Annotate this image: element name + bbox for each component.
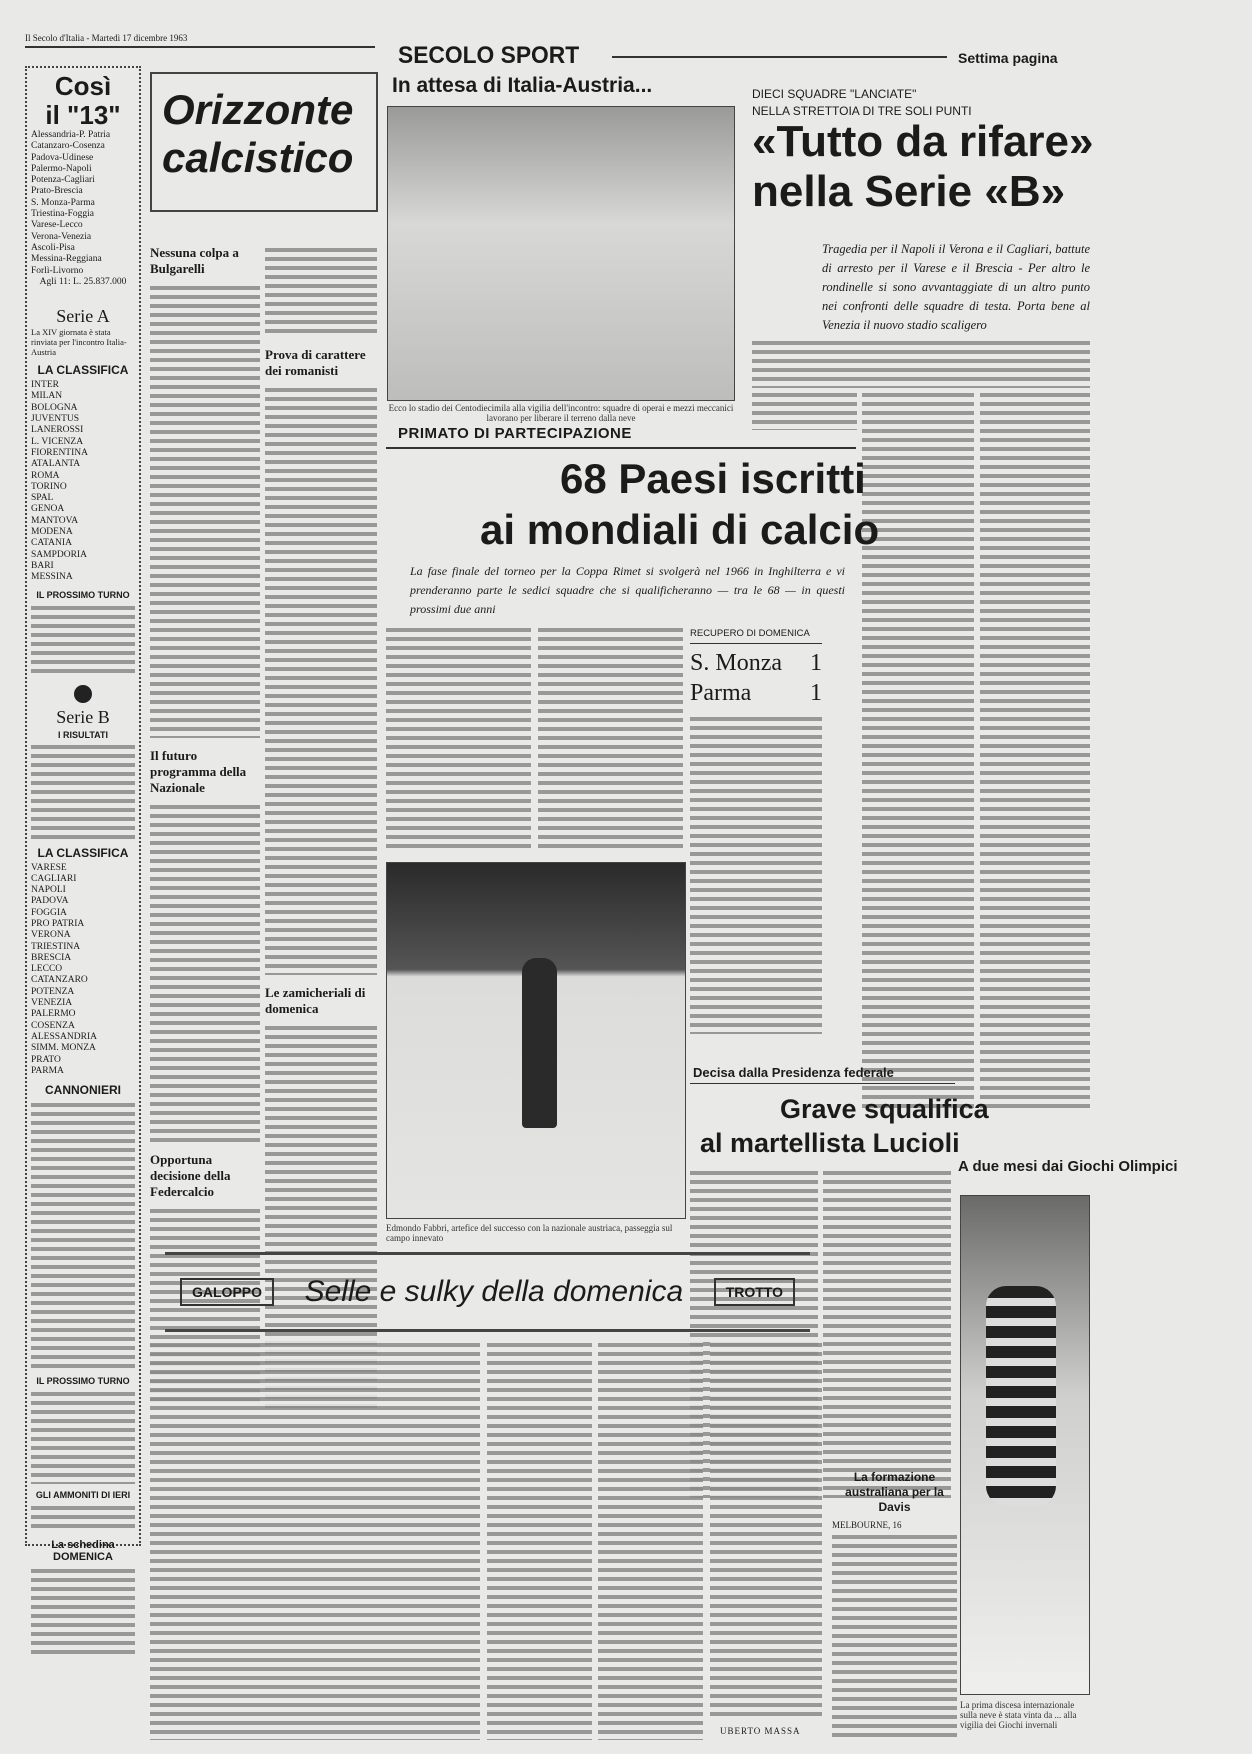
cannonieri-text xyxy=(31,1100,135,1370)
fabbri-photo xyxy=(386,862,686,1219)
squalifica-headline: Grave squalifica xyxy=(780,1094,989,1124)
list-item: MODENA xyxy=(31,527,73,538)
subhead: Le zamicheriali di domenica xyxy=(265,985,366,1016)
mondiali-kicker-box xyxy=(386,421,856,449)
list-item: MILAN xyxy=(31,391,63,402)
squalifica-kicker: Decisa dalla Presidenza federale xyxy=(693,1065,894,1080)
list-item: MESSINA xyxy=(31,572,73,583)
list-item: FOGGIA xyxy=(31,907,67,918)
team-score: 1 xyxy=(810,650,822,676)
photo-caption: La prima discesa internazionale sulla neve è stata vinta da ... alla vigilia dei Giochi invernali xyxy=(960,1700,1077,1730)
list-item: VERONA xyxy=(31,930,71,941)
mondiali-headline: 68 Paesi iscritti xyxy=(560,455,866,502)
serie-a-title: Serie A xyxy=(56,306,110,327)
list-item: PRO PATRIA xyxy=(31,918,85,929)
left-title: Così xyxy=(54,71,112,101)
list-item: Catanzaro-Cosenza xyxy=(31,141,105,152)
serie-b-headline: «Tutto da rifare» xyxy=(752,117,1094,166)
schedina-domenica-title: La schedina DOMENICA xyxy=(51,1539,115,1564)
list-item: Verona-Venezia xyxy=(31,231,92,242)
list-item: COSENZA xyxy=(31,1020,75,1031)
photo-caption: Edmondo Fabbri, artefice del successo con la nazionale austriaca, passeggia sul campo innevato xyxy=(386,1223,673,1243)
list-item: LECCO xyxy=(31,964,63,975)
list-item: VARESE xyxy=(31,862,67,873)
body-text xyxy=(538,625,683,850)
ippica-banner xyxy=(165,1252,810,1332)
serie-a-note: La XIV giornata è stata rinviata per l'incontro Italia-Austria xyxy=(31,327,127,358)
list-item: JUVENTUS xyxy=(31,414,80,425)
classifica-a-title: LA CLASSIFICA xyxy=(37,363,129,378)
list-item: SAMPDORIA xyxy=(31,549,87,560)
header-rule xyxy=(25,46,375,48)
list-item: BARI xyxy=(31,560,54,571)
ammoniti-text xyxy=(31,1503,135,1533)
list-item: ALESSANDRIA xyxy=(31,1031,97,1042)
prossimo-turno-b-text xyxy=(31,1389,135,1484)
dateline: Il Secolo d'Italia - Martedì 17 dicembre 1963 xyxy=(25,33,188,43)
body-text xyxy=(598,1340,703,1740)
list-item: Palermo-Napoli xyxy=(31,163,92,174)
squalifica-headline-2: al martellista Lucioli xyxy=(700,1128,960,1158)
team-name: S. Monza xyxy=(690,650,782,676)
list-item: ROMA xyxy=(31,470,60,481)
list-item: BRESCIA xyxy=(31,952,72,963)
recupero-kicker: RECUPERO DI DOMENICA xyxy=(690,628,822,644)
prossimo-turno-title: IL PROSSIMO TURNO xyxy=(36,589,130,600)
list-item: NAPOLI xyxy=(31,885,66,896)
list-item: CATANIA xyxy=(31,538,72,549)
kicker-line: DIECI SQUADRE "LANCIATE" xyxy=(752,87,917,101)
kicker-line: NELLA STRETTOIA DI TRE SOLI PUNTI xyxy=(752,104,972,118)
body-text xyxy=(265,245,377,335)
squalifica-kicker-box xyxy=(690,1062,955,1084)
list-item: Forlì-Livorno xyxy=(31,265,84,276)
list-item: ATALANTA xyxy=(31,459,81,470)
schedina-list xyxy=(31,130,135,288)
left-column xyxy=(25,66,141,1564)
subhead: Il futuro programma della Nazionale xyxy=(150,748,247,795)
mondiali-kicker: PRIMATO DI PARTECIPAZIONE xyxy=(398,425,632,442)
list-item: SPAL xyxy=(31,493,54,504)
left-title-2: il "13" xyxy=(45,100,121,130)
orizzonte-col-b xyxy=(265,245,377,1413)
list-item: CAGLIARI xyxy=(31,873,77,884)
olimpici-headline: A due mesi dai Giochi Olimpici xyxy=(958,1158,1178,1175)
list-item: L. VICENZA xyxy=(31,436,84,447)
list-item: PALERMO xyxy=(31,1009,76,1020)
list-item: TORINO xyxy=(31,481,67,492)
body-text xyxy=(752,338,1090,388)
classifica-b-list xyxy=(31,863,135,1078)
skier-figure xyxy=(986,1286,1056,1506)
serie-b-kicker xyxy=(752,86,972,120)
list-item: Varese-Lecco xyxy=(31,220,83,231)
subhead: Opportuna decisione della Federcalcio xyxy=(150,1152,231,1199)
orizzonte-title-2: calcistico xyxy=(162,134,354,181)
list-item: Potenza-Cagliari xyxy=(31,175,95,186)
list-item: Prato-Brescia xyxy=(31,186,83,197)
list-item: PARMA xyxy=(31,1065,64,1076)
davis-headline: La formazione australiana per la Davis xyxy=(845,1470,944,1514)
orizzonte-col-a xyxy=(150,245,260,1406)
prossimo-turno-text xyxy=(31,603,135,675)
ball-icon xyxy=(74,685,92,703)
davis-dateline: MELBOURNE, 16 xyxy=(832,1520,902,1530)
list-item: Messina-Reggiana xyxy=(31,254,102,265)
prossimo-turno-b-title: IL PROSSIMO TURNO xyxy=(36,1376,130,1387)
body-text xyxy=(823,1168,951,1498)
list-item: TRIESTINA xyxy=(31,941,81,952)
body-text xyxy=(150,1340,480,1740)
body-text xyxy=(265,385,377,975)
body-text xyxy=(710,1340,822,1720)
skier-photo xyxy=(960,1195,1090,1695)
schedina-domenica-text xyxy=(31,1566,135,1656)
list-item: BOLOGNA xyxy=(31,402,78,413)
header-rule-right xyxy=(612,56,947,58)
serie-b-title: Serie B xyxy=(56,706,110,727)
serie-b-headline-2: nella Serie «B» xyxy=(752,167,1066,216)
mondiali-headline-2: ai mondiali di calcio xyxy=(480,506,880,553)
body-text xyxy=(150,283,260,738)
list-item: INTER xyxy=(31,380,59,391)
body-text xyxy=(487,1340,592,1740)
body-text xyxy=(150,802,260,1142)
ammoniti-title: GLI AMMONITI DI IERI xyxy=(35,1490,131,1501)
section-title: SECOLO SPORT xyxy=(398,42,580,69)
trotto-label: TROTTO xyxy=(714,1278,795,1306)
body-text xyxy=(386,625,531,850)
body-text xyxy=(832,1532,957,1742)
team-name: Parma xyxy=(690,680,752,706)
list-item: Triestina-Foggia xyxy=(31,209,94,220)
list-item: POTENZA xyxy=(31,986,75,997)
galoppo-label: GALOPPO xyxy=(180,1278,274,1306)
classifica-a-list xyxy=(31,380,135,583)
list-item: Padova-Udinese xyxy=(31,152,94,163)
person-figure xyxy=(522,958,557,1128)
body-text xyxy=(980,390,1090,1110)
list-item: CATANZARO xyxy=(31,975,88,986)
classifica-b-title: LA CLASSIFICA xyxy=(37,845,129,860)
risultati-text xyxy=(31,742,135,840)
mondiali-deck: La fase finale del torneo per la Coppa Rimet si svolgerà nel 1966 in Inghilterra e vi prenderanno parte le sedici squadre che si qualificheranno — tra le 68 — in questi prossimi due anni xyxy=(410,564,845,616)
list-item: VENEZIA xyxy=(31,998,73,1009)
list-item: PRATO xyxy=(31,1054,61,1065)
list-item: PADOVA xyxy=(31,896,69,907)
orizzonte-title-box xyxy=(150,72,378,212)
list-item: Alessandria-P. Patria xyxy=(31,130,111,140)
list-item: Ascoli-Pisa xyxy=(31,242,75,253)
list-item: GENOA xyxy=(31,504,65,515)
page-label: Settima pagina xyxy=(958,50,1058,66)
serie-b-deck: Tragedia per il Napoli il Verona e il Cagliari, battute di arresto per il Varese e il Brescia - Per altro le rondinelle si sono avvantaggiate di un altro punto nei confronti delle squadre di testa. Porta bene al Venezia il nuovo stadio scaligero xyxy=(822,242,1090,332)
stadium-snow-photo xyxy=(387,106,735,401)
list-item: FIORENTINA xyxy=(31,447,88,458)
list-item: S. Monza-Parma xyxy=(31,197,95,208)
risultati-title: I RISULTATI xyxy=(58,729,108,740)
list-item: MANTOVA xyxy=(31,515,79,526)
ippica-author: UBERTO MASSA xyxy=(720,1726,801,1736)
list-item: Agli 11: L. 25.837.000 xyxy=(39,276,127,287)
subhead: Prova di carattere dei romanisti xyxy=(265,347,366,378)
team-score: 1 xyxy=(810,680,822,706)
ippica-headline: Selle e sulky della domenica xyxy=(304,1275,684,1308)
photo-caption: Ecco lo stadio dei Centodiecimila alla vigilia dell'incontro: squadre di operai e mezzi meccanici lavorano per liberare il terreno dalla neve xyxy=(388,403,734,423)
cannonieri-title: CANNONIERI xyxy=(44,1083,121,1098)
subhead: Nessuna colpa a Bulgarelli xyxy=(150,245,239,276)
list-item: LANEROSSI xyxy=(31,425,84,436)
orizzonte-title: Orizzonte xyxy=(162,86,354,133)
body-text xyxy=(862,390,974,1110)
italia-austria-headline: In attesa di Italia-Austria... xyxy=(392,74,653,97)
list-item: SIMM. MONZA xyxy=(31,1043,96,1054)
